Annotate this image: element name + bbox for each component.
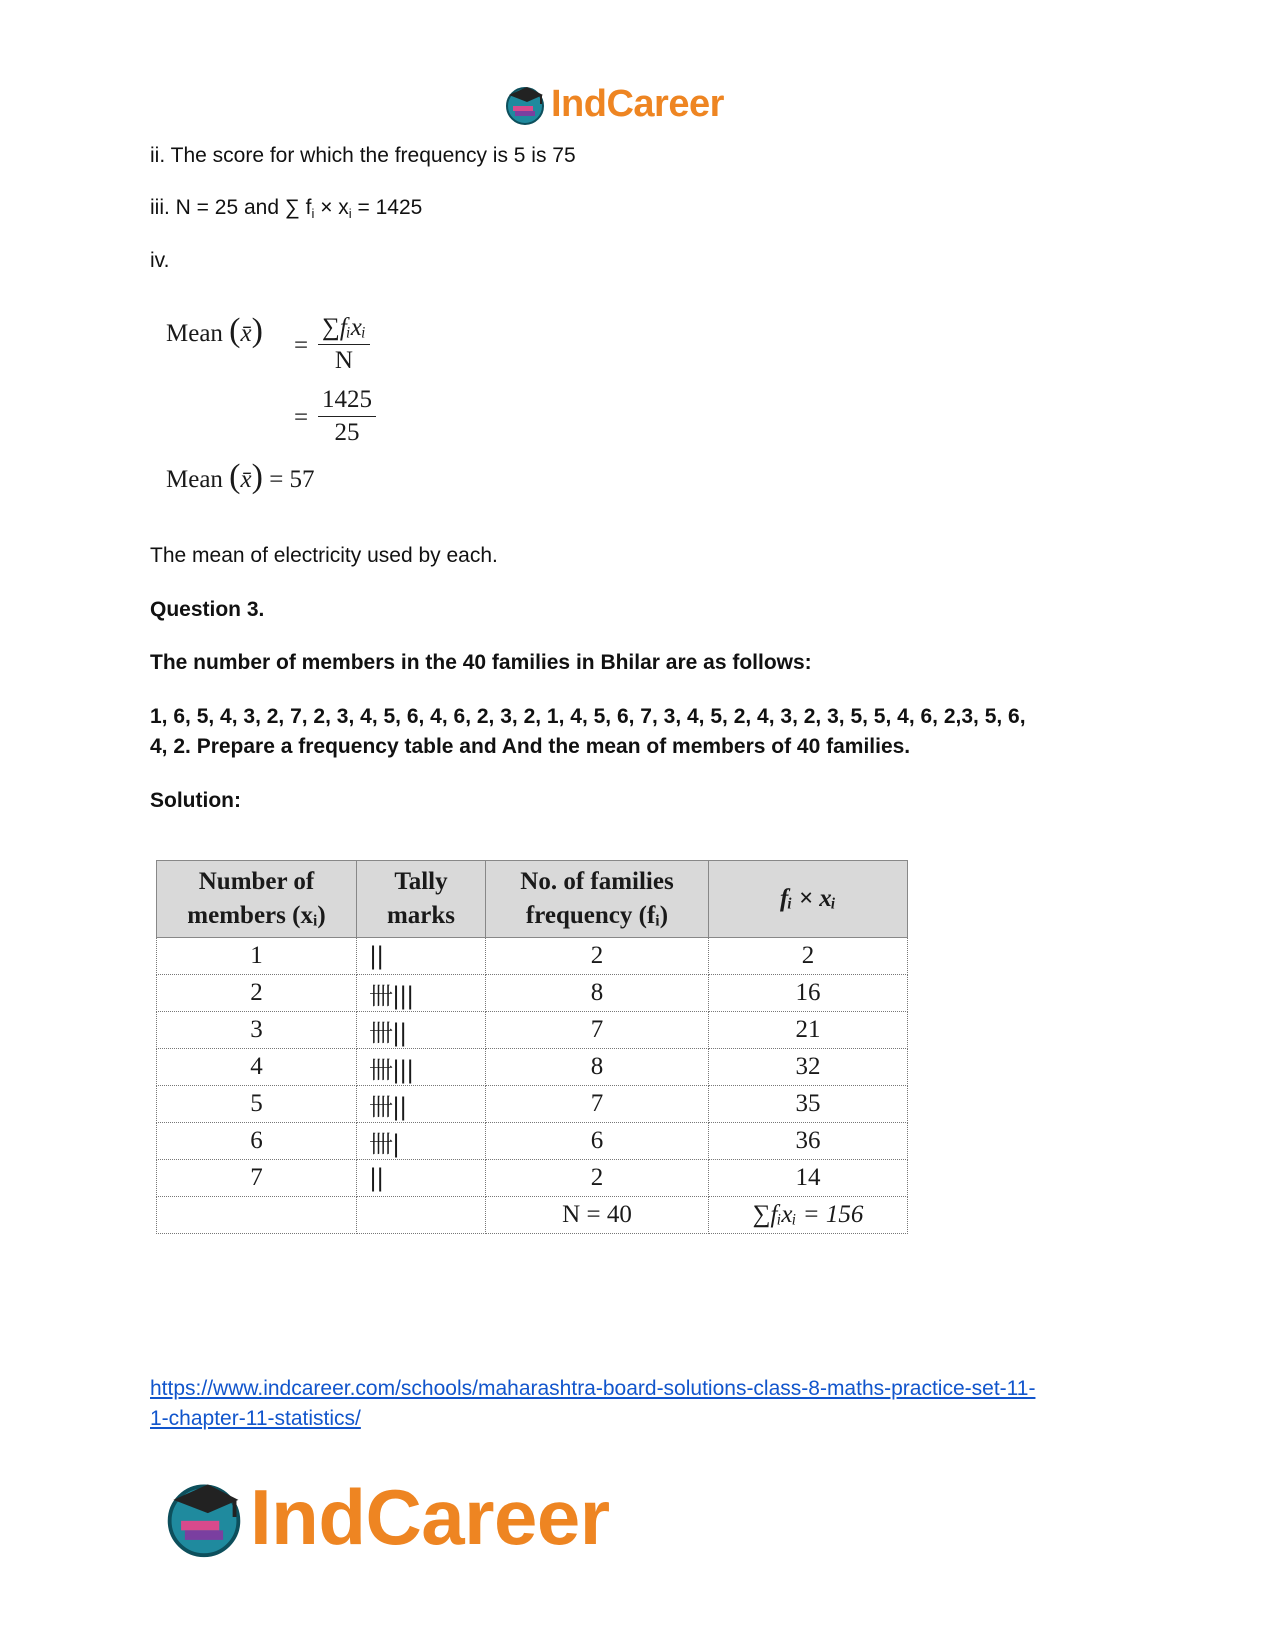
question-data-line2: 4, 2. Prepare a frequency table and And the mean of members of 40 families. [150,735,911,758]
cell-members: 2 [157,975,357,1012]
cell-tally: 卌|| [357,1012,486,1049]
answer-iv-label: iv. [150,249,170,272]
table-row [157,938,908,975]
cell-tally: || [357,938,486,975]
cell-total-product: ∑fᵢxᵢ = 156 [709,1197,908,1234]
header-product: fᵢ × xᵢ [709,861,908,938]
frequency-table [156,860,908,1234]
cell-tally: 卌||| [357,1049,486,1086]
cell-frequency: 2 [486,1160,709,1197]
cell-tally: 卌|| [357,1086,486,1123]
equals-sign-1: = [294,332,309,359]
question-heading: Question 3. [150,598,265,621]
cell-empty [357,1197,486,1234]
cell-members: 5 [157,1086,357,1123]
cell-product: 21 [709,1012,908,1049]
table-row [157,1049,908,1086]
cell-members: 7 [157,1160,357,1197]
table-row [157,1086,908,1123]
cell-frequency: 7 [486,1086,709,1123]
cell-product: 14 [709,1160,908,1197]
brand-logo-bottom [162,1472,610,1562]
cell-frequency: 8 [486,975,709,1012]
cell-frequency: 6 [486,1123,709,1160]
cell-frequency: 8 [486,1049,709,1086]
source-link[interactable]: https://www.indcareer.com/schools/maharashtra-board-solutions-class-8-maths-practice-set-11- 1-chapter-11-statistics/ [150,1377,1036,1430]
cell-tally: || [357,1160,486,1197]
cell-members: 1 [157,938,357,975]
brand-logo-top [503,80,724,128]
cell-product: 2 [709,938,908,975]
cell-members: 3 [157,1012,357,1049]
header-members: Number of members (xᵢ) [157,861,357,938]
cell-empty [157,1197,357,1234]
cell-members: 6 [157,1123,357,1160]
mean-formula-fraction: $\frac{\text{∑fᵢxᵢ}}{N}$ [318,314,370,375]
mean-formula-line1: Mean (x̄) [166,312,263,349]
question-prompt: The number of members in the 40 families in Bhilar are as follows: [150,651,812,674]
header-tally: Tally marks [357,861,486,938]
table-total-row [157,1197,908,1234]
answer-ii: ii. The score for which the frequency is 5 is 75 [150,144,576,167]
mean-result-line: Mean (x̄) = 57 [166,458,315,495]
header-frequency: No. of families frequency (fᵢ) [486,861,709,938]
cell-total-frequency: N = 40 [486,1197,709,1234]
cell-members: 4 [157,1049,357,1086]
graduation-globe-icon [503,82,547,126]
equals-sign-2: = [294,404,309,431]
cell-product: 35 [709,1086,908,1123]
cell-product: 16 [709,975,908,1012]
question-data-line1: 1, 6, 5, 4, 3, 2, 7, 2, 3, 4, 5, 6, 4, 6, 2, 3, 2, 1, 4, 5, 6, 7, 3, 4, 5, 2, 4, 3, 2, 3, 5, 5, 4, 6, 2,3, 5, 6, [150,705,1026,728]
table-row [157,975,908,1012]
graduation-globe-icon [162,1475,246,1559]
cell-tally: 卌||| [357,975,486,1012]
conclusion-text: The mean of electricity used by each. [150,544,498,567]
brand-wordmark-bottom: IndCareer [250,1472,610,1561]
cell-frequency: 2 [486,938,709,975]
brand-wordmark-top: IndCareer [551,82,724,125]
solution-label: Solution: [150,789,241,812]
table-row [157,1012,908,1049]
cell-tally: 卌| [357,1123,486,1160]
table-header-row [157,861,908,938]
table-row [157,1160,908,1197]
cell-product: 36 [709,1123,908,1160]
table-row [157,1123,908,1160]
mean-value-fraction: $\frac{1425}{25}$ [318,386,376,447]
answer-iii: iii. N = 25 and ∑ $f_i \times x_i = 1425$ [150,196,423,221]
cell-product: 32 [709,1049,908,1086]
cell-frequency: 7 [486,1012,709,1049]
